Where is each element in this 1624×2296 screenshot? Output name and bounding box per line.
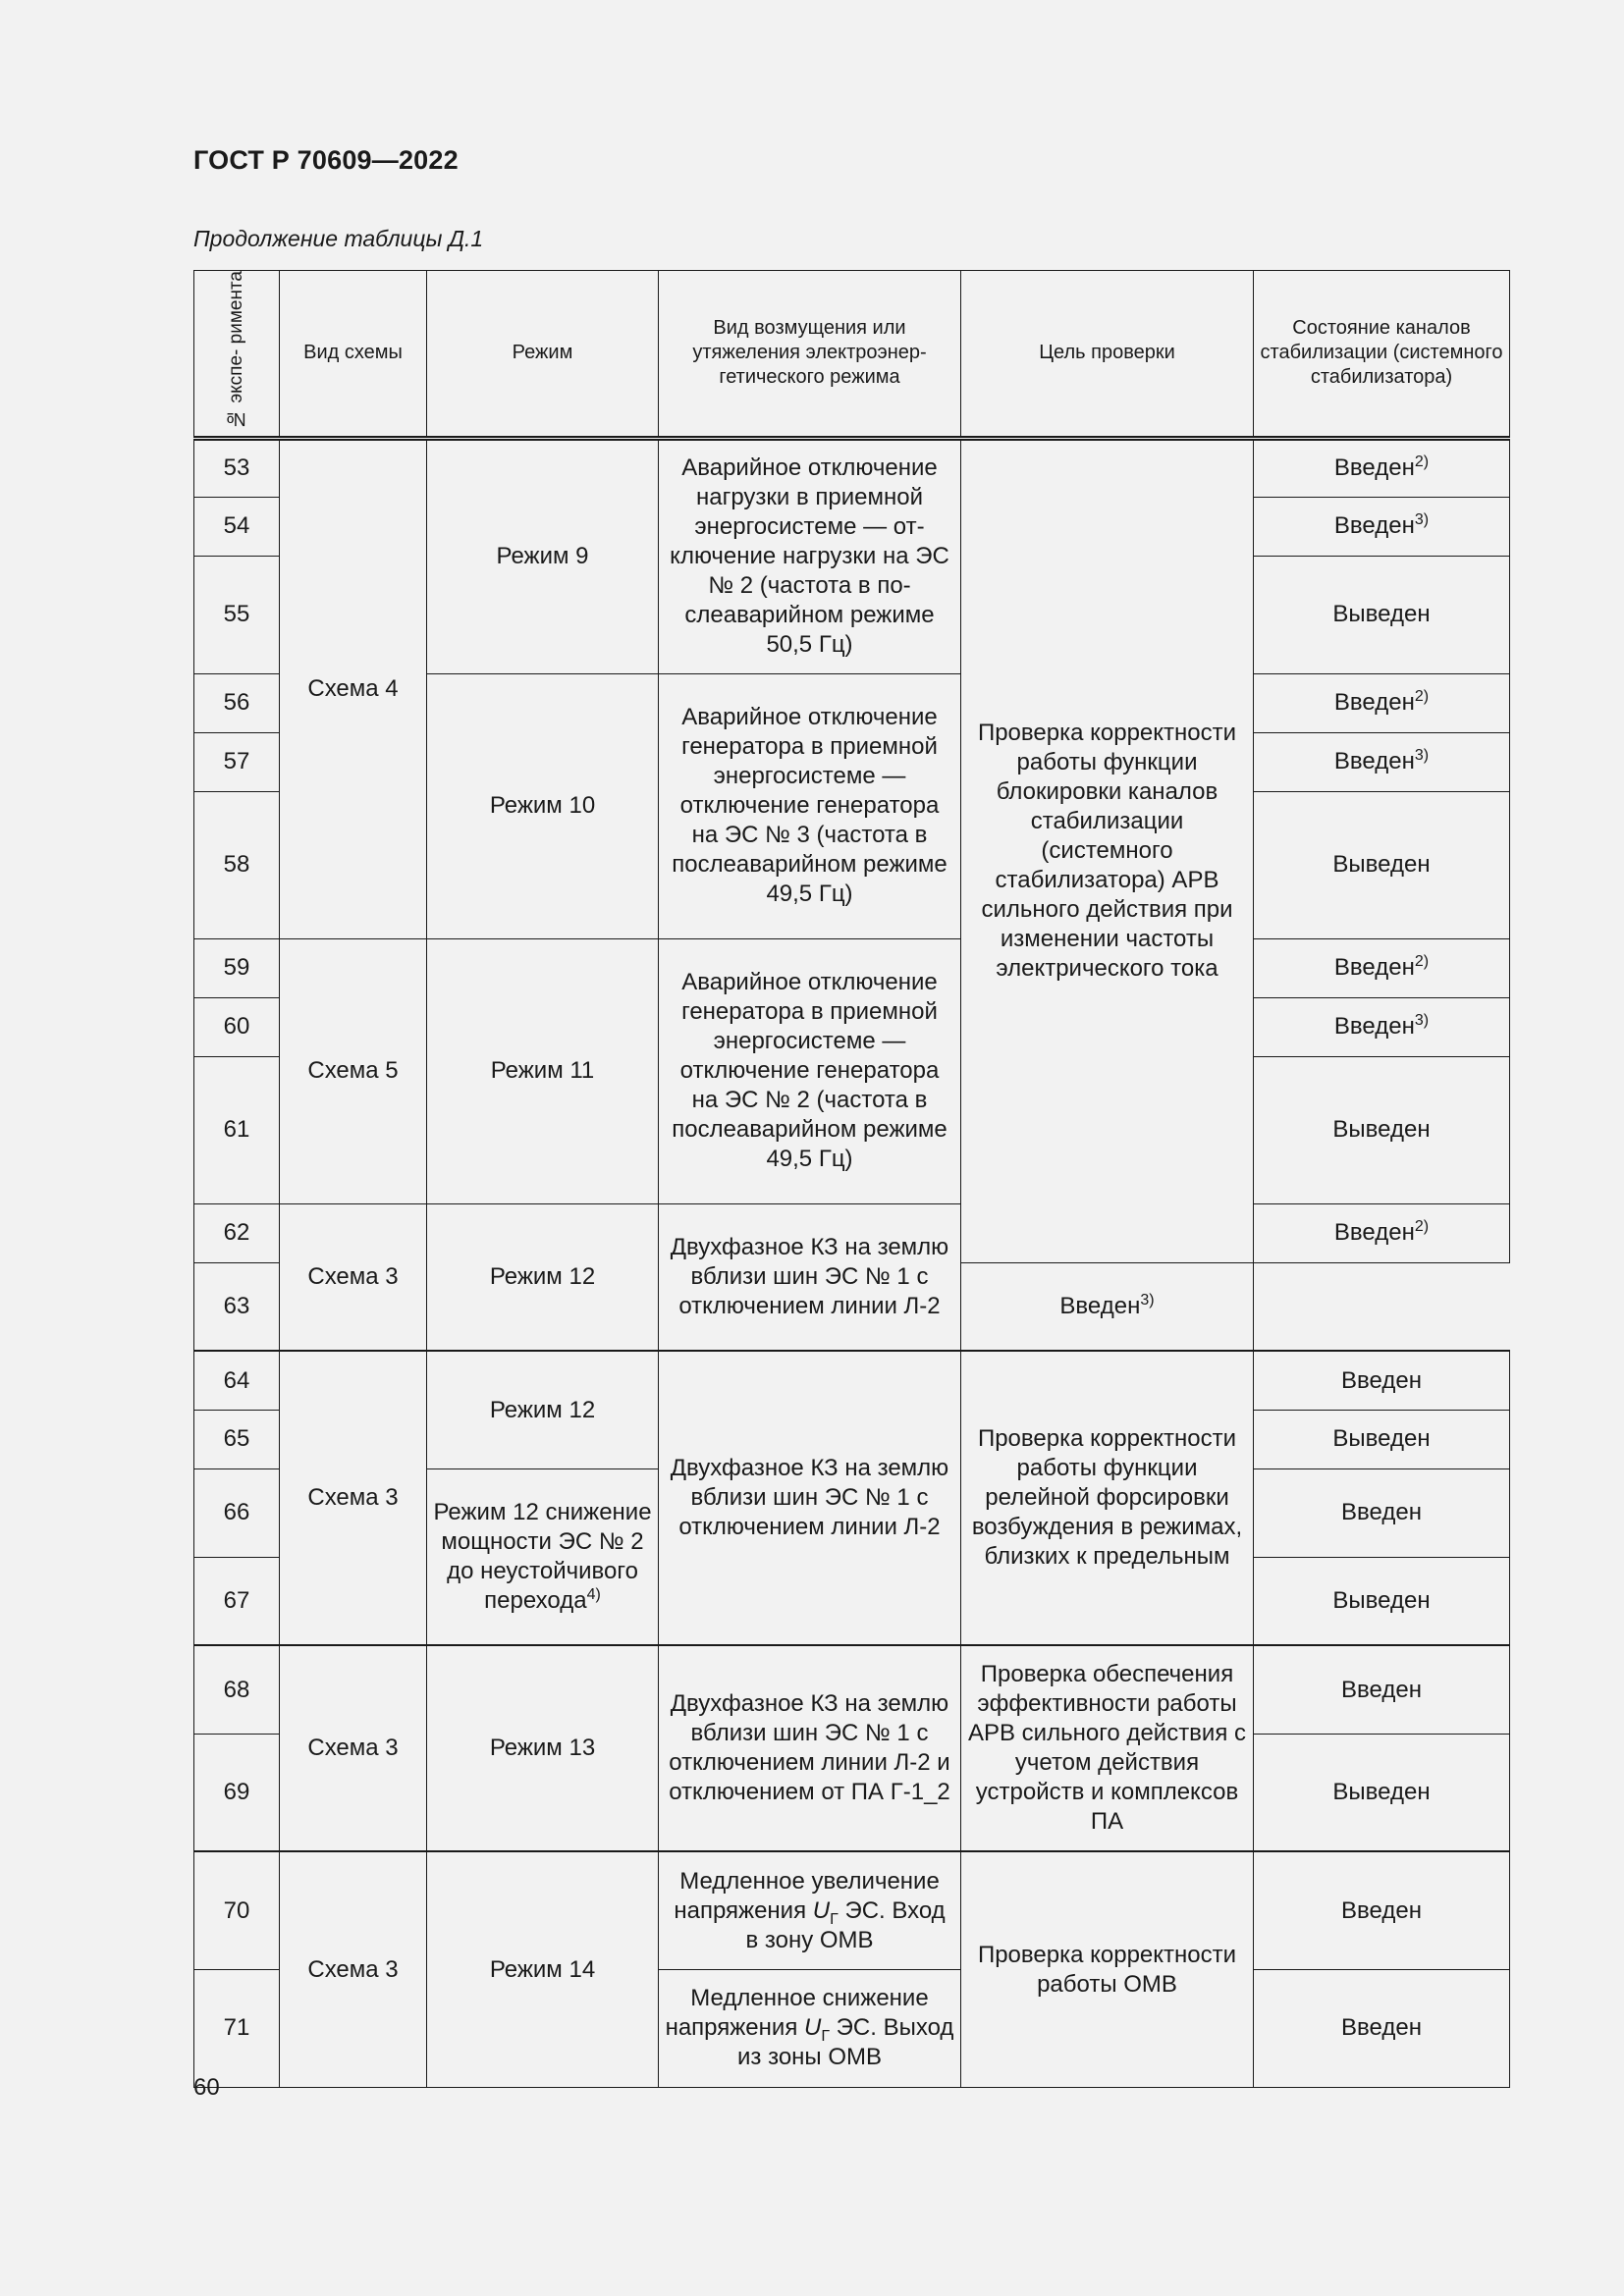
mode-cell: Режим 13: [427, 1645, 659, 1851]
row-number: 70: [194, 1851, 280, 1969]
state-cell: Введен: [1254, 1969, 1510, 2087]
mode-cell: Режим 12: [427, 1203, 659, 1351]
state-cell: Введен: [1254, 1851, 1510, 1969]
row-number: 62: [194, 1203, 280, 1262]
table-row: [194, 438, 1510, 497]
state-cell: Введен: [1254, 1351, 1510, 1410]
table-row: [194, 938, 1510, 997]
state-cell: Введен$^{2)}$: [1254, 938, 1510, 997]
purpose-cell: Проверка корректности работы функции блокировки каналов стабилизации (системного стабилизатора) АРВ сильного действия при изменении частоты электрического тока: [961, 438, 1254, 1262]
table-row: [194, 1851, 1510, 1969]
scheme-cell: Схема 5: [280, 938, 427, 1203]
table-header-row: [194, 271, 1510, 439]
disturbance-cell: Медленное снижение напряжения $U_Г$ ЭС. Выход из зоны ОМВ: [659, 1969, 961, 2087]
row-number: 56: [194, 673, 280, 732]
row-number: 69: [194, 1734, 280, 1851]
row-number: 58: [194, 791, 280, 938]
row-number: 68: [194, 1645, 280, 1734]
disturbance-cell: Аварийное отключение генератора в приемной энергосистеме — отключение генератора на ЭС № 2 (частота в послеаварийном режиме 49,5 Гц): [659, 938, 961, 1203]
disturbance-cell: Аварийное отключение нагрузки в приемной энергосистеме — от-ключение нагрузки на ЭС № 2 (частота в по-слеаварийном режиме 50,5 Гц): [659, 438, 961, 673]
header-num: № экспе- римента: [194, 271, 280, 439]
state-cell: Введен$^{3)}$: [961, 1262, 1254, 1351]
experiments-table: [193, 270, 1510, 2088]
header-mode: Режим: [427, 271, 659, 439]
state-cell: Введен$^{3)}$: [1254, 497, 1510, 556]
row-number: 66: [194, 1468, 280, 1557]
mode-cell: Режим 12: [427, 1351, 659, 1468]
table-caption: Продолжение таблицы Д.1: [193, 226, 484, 251]
row-number: 71: [194, 1969, 280, 2087]
state-cell: Выведен: [1254, 556, 1510, 673]
row-number: 64: [194, 1351, 280, 1410]
row-number: 55: [194, 556, 280, 673]
state-cell: Выведен: [1254, 1410, 1510, 1468]
disturbance-cell: Аварийное отключение генератора в приемной энергосистеме — отключение генератора на ЭС № 3 (частота в послеаварийном режиме 49,5 Гц): [659, 673, 961, 938]
scheme-cell: Схема 3: [280, 1351, 427, 1645]
header-purpose: Цель проверки: [961, 271, 1254, 439]
state-cell: Выведен: [1254, 1056, 1510, 1203]
purpose-cell: Проверка корректности работы функции релейной форсировки возбуждения в режимах, близких к предельным: [961, 1351, 1254, 1645]
row-number: 54: [194, 497, 280, 556]
table-row: [194, 1351, 1510, 1410]
row-number: 53: [194, 438, 280, 497]
disturbance-cell: Двухфазное КЗ на землю вблизи шин ЭС № 1 с отключением линии Л-2: [659, 1203, 961, 1351]
scheme-cell: Схема 3: [280, 1851, 427, 2087]
table-row: [194, 1203, 1510, 1262]
disturbance-cell: Медленное увеличение напряжения $U_Г$ ЭС. Вход в зону ОМВ: [659, 1851, 961, 1969]
mode-cell: Режим 12 снижение мощности ЭС № 2 до неустойчивого перехода$^{4)}$: [427, 1468, 659, 1645]
header-disturbance: Вид возмущения или утяжеления электроэнер-гетического режима: [659, 271, 961, 439]
mode-cell: Режим 11: [427, 938, 659, 1203]
row-number: 57: [194, 732, 280, 791]
scheme-cell: Схема 3: [280, 1203, 427, 1351]
row-number: 67: [194, 1557, 280, 1645]
state-cell: Введен$^{2)}$: [1254, 673, 1510, 732]
page-number: 60: [193, 2074, 220, 2101]
document-code: ГОСТ Р 70609—2022: [193, 145, 459, 175]
header-scheme: Вид схемы: [280, 271, 427, 439]
state-cell: Выведен: [1254, 1734, 1510, 1851]
state-cell: Введен$^{3)}$: [1254, 732, 1510, 791]
table-row: [194, 1645, 1510, 1734]
disturbance-cell: Двухфазное КЗ на землю вблизи шин ЭС № 1 с отключением линии Л-2: [659, 1351, 961, 1645]
purpose-cell: Проверка корректности работы ОМВ: [961, 1851, 1254, 2087]
disturbance-cell: Двухфазное КЗ на землю вблизи шин ЭС № 1 с отключением линии Л-2 и отключением от ПА Г-1_2: [659, 1645, 961, 1851]
mode-cell: Режим 10: [427, 673, 659, 938]
mode-cell: Режим 9: [427, 438, 659, 673]
scheme-cell: Схема 4: [280, 438, 427, 938]
mode-cell: Режим 14: [427, 1851, 659, 2087]
row-number: 61: [194, 1056, 280, 1203]
row-number: 60: [194, 997, 280, 1056]
state-cell: Введен$^{2)}$: [1254, 1203, 1510, 1262]
row-number: 63: [194, 1262, 280, 1351]
row-number: 65: [194, 1410, 280, 1468]
state-cell: Выведен: [1254, 1557, 1510, 1645]
state-cell: Выведен: [1254, 791, 1510, 938]
header-state: Состояние каналов стабилизации (системного стабилизатора): [1254, 271, 1510, 439]
state-cell: Введен$^{2)}$: [1254, 438, 1510, 497]
state-cell: Введен$^{3)}$: [1254, 997, 1510, 1056]
row-number: 59: [194, 938, 280, 997]
state-cell: Введен: [1254, 1468, 1510, 1557]
purpose-cell: Проверка обеспечения эффективности работы АРВ сильного действия с учетом действия устройств и комплексов ПА: [961, 1645, 1254, 1851]
state-cell: Введен: [1254, 1645, 1510, 1734]
scheme-cell: Схема 3: [280, 1645, 427, 1851]
